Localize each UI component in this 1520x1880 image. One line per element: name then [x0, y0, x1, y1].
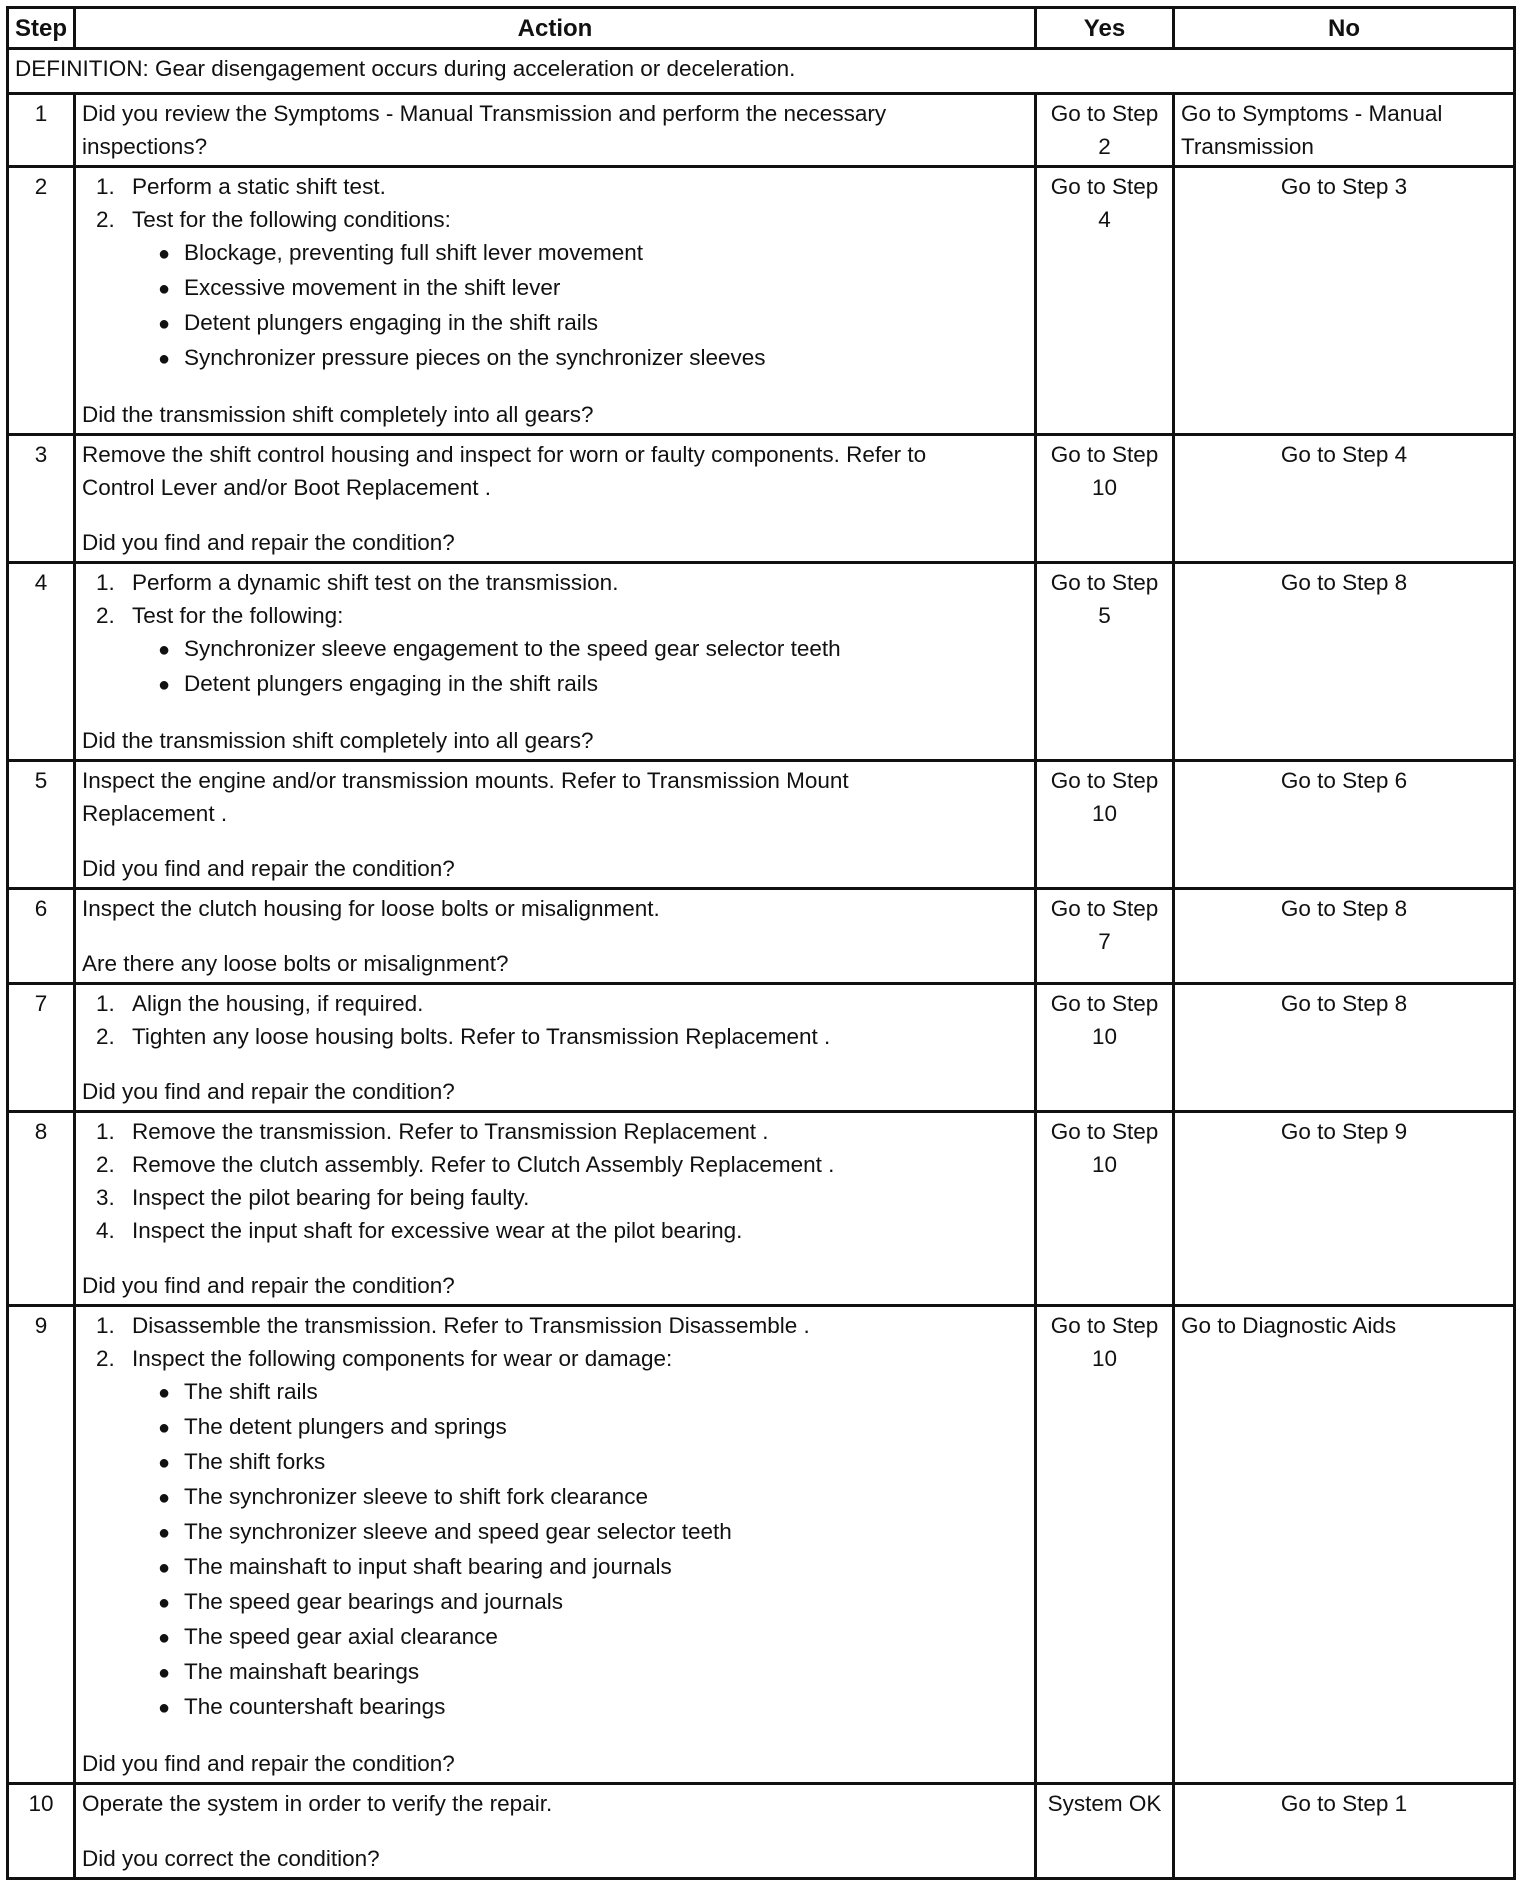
action-text: Inspect the clutch housing for loose bolts or misalignment.	[82, 896, 660, 921]
step-number: 7	[8, 984, 75, 1112]
bullet-text: Excessive movement in the shift lever	[184, 275, 561, 300]
no-result: Go to Step 9	[1280, 1119, 1408, 1144]
table-row	[8, 94, 1515, 167]
step-number: 4	[8, 563, 75, 761]
bullet-icon: ●	[158, 313, 171, 335]
item-number: 2.	[96, 603, 115, 628]
bullet-text: Blockage, preventing full shift lever movement	[184, 240, 643, 265]
step-number: 5	[8, 761, 75, 889]
bullet-item	[82, 1375, 1028, 1410]
no-cell	[1174, 1306, 1515, 1784]
bullet-icon: ●	[158, 1627, 171, 1649]
bullet-text: Detent plungers engaging in the shift rails	[184, 310, 599, 335]
table-row	[8, 889, 1515, 984]
bullet-item	[82, 236, 1028, 271]
item-number: 3.	[96, 1185, 115, 1210]
numbered-item	[82, 599, 1028, 632]
action-text: Operate the system in order to verify the repair.	[82, 1791, 553, 1816]
yes-cell	[1036, 889, 1174, 984]
action-text: Replacement .	[82, 801, 228, 826]
table-row	[8, 1306, 1515, 1784]
bullet-item	[82, 271, 1028, 306]
yes-cell	[1036, 984, 1174, 1112]
bullet-icon: ●	[158, 1452, 171, 1474]
item-number: 4.	[96, 1218, 115, 1243]
step-number: 3	[8, 435, 75, 563]
yes-cell	[1036, 1784, 1174, 1879]
action-cell	[75, 167, 1036, 435]
action-cell	[75, 1112, 1036, 1306]
yes-cell	[1036, 761, 1174, 889]
bullet-text: The shift rails	[184, 1379, 318, 1404]
bullet-item	[82, 632, 1028, 667]
yes-result: 10	[1091, 1346, 1118, 1371]
numbered-item	[82, 203, 1028, 236]
yes-cell	[1036, 94, 1174, 167]
bullet-icon: ●	[158, 243, 171, 265]
yes-cell	[1036, 563, 1174, 761]
no-cell	[1174, 563, 1515, 761]
action-question: Did you correct the condition?	[82, 1846, 380, 1871]
bullet-text: The mainshaft bearings	[184, 1659, 420, 1684]
table-row	[8, 1784, 1515, 1879]
bullet-item	[82, 667, 1028, 702]
item-number: 2.	[96, 1024, 115, 1049]
table-row	[8, 563, 1515, 761]
no-result: Go to Step 1	[1280, 1791, 1408, 1816]
numbered-item	[82, 170, 1028, 203]
numbered-item	[82, 1115, 1028, 1148]
step-number: 1	[8, 94, 75, 167]
bullet-text: The speed gear bearings and journals	[184, 1589, 564, 1614]
action-question: Did you find and repair the condition?	[82, 530, 455, 555]
no-cell	[1174, 94, 1515, 167]
item-text: Remove the transmission. Refer to Transmission Replacement .	[132, 1119, 769, 1144]
numbered-item	[82, 1214, 1028, 1247]
bullet-icon: ●	[158, 278, 171, 300]
numbered-item	[82, 1309, 1028, 1342]
yes-result: 4	[1098, 207, 1111, 232]
bullet-item	[82, 1690, 1028, 1725]
bullet-icon: ●	[158, 1662, 171, 1684]
spacer	[82, 830, 1028, 852]
yes-result: 2	[1098, 134, 1111, 159]
bullet-item	[82, 1550, 1028, 1585]
step-number: 8	[8, 1112, 75, 1306]
item-text: Tighten any loose housing bolts. Refer to Transmission Replacement .	[132, 1024, 831, 1049]
no-result: Go to Step 4	[1280, 442, 1408, 467]
yes-result: 5	[1098, 603, 1111, 628]
action-question: Are there any loose bolts or misalignment?	[82, 951, 509, 976]
action-text: Inspect the engine and/or transmission mounts. Refer to Transmission Mount	[82, 768, 849, 793]
action-text: Did you review the Symptoms - Manual Transmission and perform the necessary	[82, 101, 887, 126]
item-number: 2.	[96, 1152, 115, 1177]
header-row	[8, 8, 1515, 49]
table-row	[8, 984, 1515, 1112]
bullet-text: Synchronizer sleeve engagement to the speed gear selector teeth	[184, 636, 841, 661]
table-row	[8, 1112, 1515, 1306]
bullet-item	[82, 1445, 1028, 1480]
bullet-text: The countershaft bearings	[184, 1694, 446, 1719]
no-cell	[1174, 984, 1515, 1112]
item-number: 1.	[96, 1119, 115, 1144]
spacer	[82, 702, 1028, 724]
no-cell	[1174, 435, 1515, 563]
numbered-item	[82, 1181, 1028, 1214]
yes-result: 10	[1091, 801, 1118, 826]
action-text: inspections?	[82, 134, 208, 159]
numbered-item	[82, 1020, 1028, 1053]
item-text: Inspect the input shaft for excessive wear at the pilot bearing.	[132, 1218, 743, 1243]
yes-cell	[1036, 435, 1174, 563]
yes-result: Go to Step	[1050, 768, 1159, 793]
yes-result: 10	[1091, 1024, 1118, 1049]
no-cell	[1174, 1784, 1515, 1879]
header-step: Step	[8, 8, 75, 49]
bullet-item	[82, 1620, 1028, 1655]
bullet-text: The shift forks	[184, 1449, 326, 1474]
no-result: Go to Symptoms - Manual	[1181, 101, 1443, 126]
header-no: No	[1174, 8, 1515, 49]
table-body	[8, 49, 1515, 1879]
bullet-item	[82, 1410, 1028, 1445]
bullet-text: The detent plungers and springs	[184, 1414, 507, 1439]
bullet-item	[82, 306, 1028, 341]
bullet-text: Detent plungers engaging in the shift rails	[184, 671, 599, 696]
bullet-text: The synchronizer sleeve and speed gear selector teeth	[184, 1519, 732, 1544]
no-result: Go to Diagnostic Aids	[1181, 1313, 1397, 1338]
spacer	[82, 1053, 1028, 1075]
yes-cell	[1036, 1112, 1174, 1306]
action-question: Did the transmission shift completely into all gears?	[82, 402, 594, 427]
action-question: Did you find and repair the condition?	[82, 1079, 455, 1104]
bullet-icon: ●	[158, 674, 171, 696]
bullet-item	[82, 1480, 1028, 1515]
yes-cell	[1036, 1306, 1174, 1784]
yes-result: Go to Step	[1050, 1119, 1159, 1144]
action-cell	[75, 1306, 1036, 1784]
yes-result: Go to Step	[1050, 896, 1159, 921]
bullet-text: The synchronizer sleeve to shift fork clearance	[184, 1484, 648, 1509]
yes-result: 10	[1091, 475, 1118, 500]
action-question: Did you find and repair the condition?	[82, 1751, 455, 1776]
item-number: 1.	[96, 570, 115, 595]
bullet-text: The speed gear axial clearance	[184, 1624, 498, 1649]
action-question: Did the transmission shift completely into all gears?	[82, 728, 594, 753]
numbered-item	[82, 566, 1028, 599]
bullet-text: Synchronizer pressure pieces on the synchronizer sleeves	[184, 345, 766, 370]
action-cell	[75, 1784, 1036, 1879]
item-text: Test for the following:	[132, 603, 344, 628]
table-row	[8, 435, 1515, 563]
spacer	[82, 1820, 1028, 1842]
no-cell	[1174, 1112, 1515, 1306]
no-result: Go to Step 8	[1280, 991, 1408, 1016]
header-yes: Yes	[1036, 8, 1174, 49]
yes-result: 7	[1098, 929, 1111, 954]
numbered-item	[82, 1342, 1028, 1375]
action-cell	[75, 94, 1036, 167]
no-result: Go to Step 8	[1280, 896, 1408, 921]
action-cell	[75, 563, 1036, 761]
step-number: 2	[8, 167, 75, 435]
no-result: Go to Step 6	[1280, 768, 1408, 793]
item-number: 1.	[96, 991, 115, 1016]
action-question: Did you find and repair the condition?	[82, 856, 455, 881]
yes-result: Go to Step	[1050, 101, 1159, 126]
action-cell	[75, 761, 1036, 889]
no-result: Go to Step 3	[1280, 174, 1408, 199]
item-text: Perform a static shift test.	[132, 174, 386, 199]
bullet-text: The mainshaft to input shaft bearing and journals	[184, 1554, 672, 1579]
yes-result: System OK	[1047, 1791, 1162, 1816]
definition-row	[8, 49, 1515, 94]
step-number: 6	[8, 889, 75, 984]
spacer	[82, 504, 1028, 526]
bullet-icon: ●	[158, 348, 171, 370]
bullet-icon: ●	[158, 1487, 171, 1509]
item-number: 1.	[96, 174, 115, 199]
item-number: 2.	[96, 207, 115, 232]
yes-result: Go to Step	[1050, 991, 1159, 1016]
no-result: Transmission	[1181, 134, 1314, 159]
bullet-item	[82, 1655, 1028, 1690]
bullet-icon: ●	[158, 1417, 171, 1439]
item-number: 2.	[96, 1346, 115, 1371]
item-text: Perform a dynamic shift test on the transmission.	[132, 570, 619, 595]
spacer	[82, 1725, 1028, 1747]
no-cell	[1174, 167, 1515, 435]
action-text: Remove the shift control housing and inspect for worn or faulty components. Refer to	[82, 442, 927, 467]
table-row	[8, 761, 1515, 889]
table-row	[8, 167, 1515, 435]
yes-result: Go to Step	[1050, 1313, 1159, 1338]
yes-result: 10	[1091, 1152, 1118, 1177]
bullet-icon: ●	[158, 1697, 171, 1719]
no-result: Go to Step 8	[1280, 570, 1408, 595]
step-number: 10	[8, 1784, 75, 1879]
yes-result: Go to Step	[1050, 570, 1159, 595]
spacer	[82, 1247, 1028, 1269]
header-action: Action	[75, 8, 1036, 49]
no-cell	[1174, 761, 1515, 889]
action-question: Did you find and repair the condition?	[82, 1273, 455, 1298]
action-text: Control Lever and/or Boot Replacement .	[82, 475, 491, 500]
numbered-item	[82, 987, 1028, 1020]
step-number: 9	[8, 1306, 75, 1784]
bullet-icon: ●	[158, 1382, 171, 1404]
spacer	[82, 376, 1028, 398]
yes-result: Go to Step	[1050, 174, 1159, 199]
item-text: Align the housing, if required.	[132, 991, 424, 1016]
diagnostic-table	[6, 6, 1516, 1880]
action-cell	[75, 889, 1036, 984]
bullet-icon: ●	[158, 1522, 171, 1544]
action-cell	[75, 435, 1036, 563]
numbered-item	[82, 1148, 1028, 1181]
item-text: Inspect the following components for wear or damage:	[132, 1346, 673, 1371]
spacer	[82, 925, 1028, 947]
item-text: Test for the following conditions:	[132, 207, 451, 232]
bullet-item	[82, 1515, 1028, 1550]
yes-result: Go to Step	[1050, 442, 1159, 467]
bullet-icon: ●	[158, 1592, 171, 1614]
definition-text: DEFINITION: Gear disengagement occurs during acceleration or deceleration.	[8, 49, 1515, 94]
bullet-icon: ●	[158, 639, 171, 661]
item-text: Disassemble the transmission. Refer to Transmission Disassemble .	[132, 1313, 810, 1338]
no-cell	[1174, 889, 1515, 984]
bullet-item	[82, 1585, 1028, 1620]
item-text: Inspect the pilot bearing for being faulty.	[132, 1185, 530, 1210]
item-text: Remove the clutch assembly. Refer to Clutch Assembly Replacement .	[132, 1152, 835, 1177]
yes-cell	[1036, 167, 1174, 435]
action-cell	[75, 984, 1036, 1112]
item-number: 1.	[96, 1313, 115, 1338]
bullet-item	[82, 341, 1028, 376]
bullet-icon: ●	[158, 1557, 171, 1579]
